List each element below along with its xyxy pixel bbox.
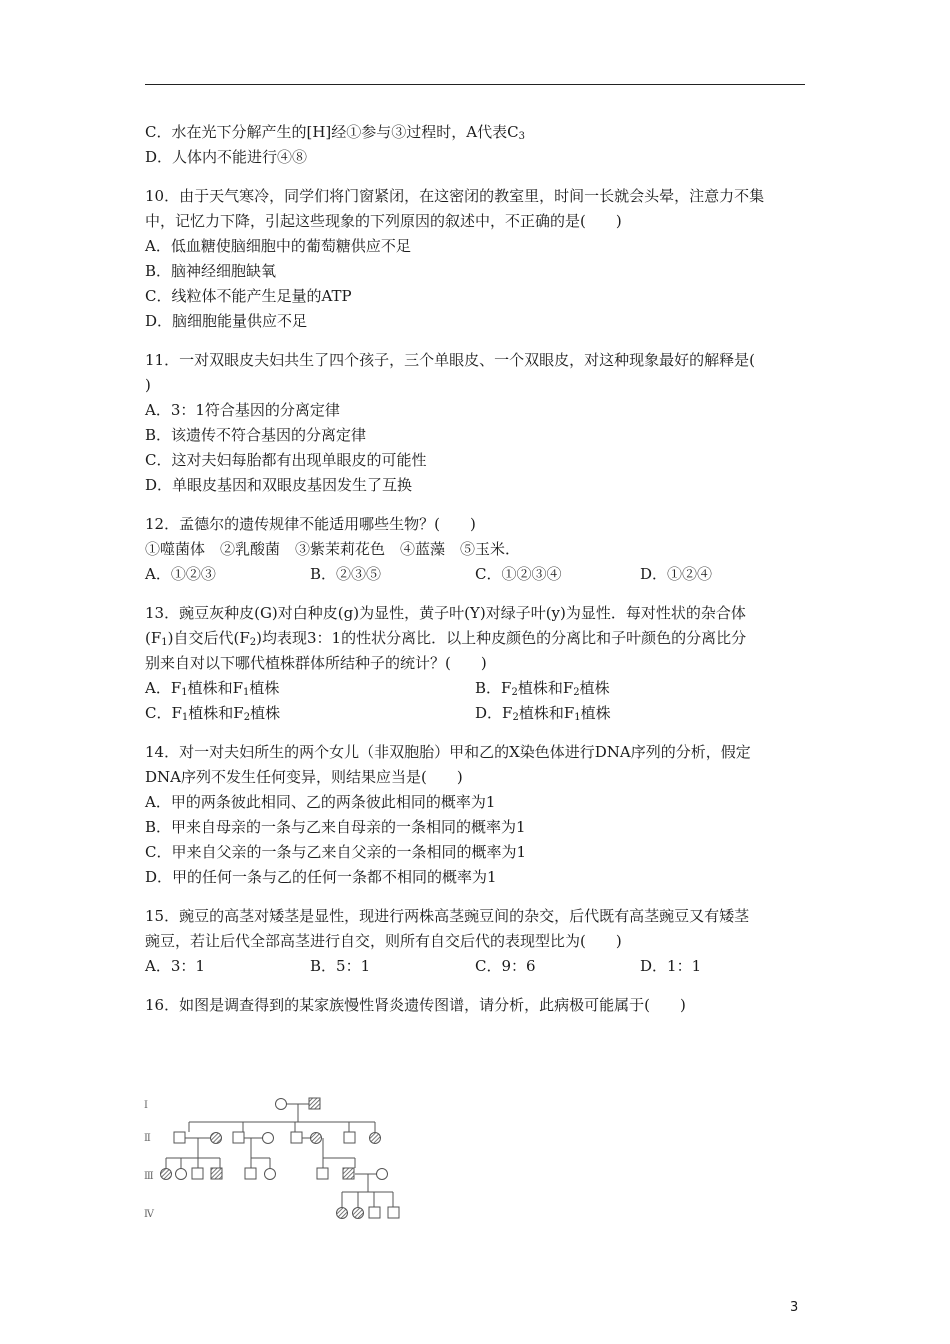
option-a: A．低血糖使脑细胞中的葡萄糖供应不足: [145, 237, 411, 255]
pedigree-male-affected: [309, 1098, 320, 1109]
option-a: A．3：1符合基因的分离定律: [145, 401, 340, 419]
pedigree-female-affected: [161, 1169, 172, 1180]
pedigree-female-normal: [263, 1133, 274, 1144]
option-d: D．甲的任何一条与乙的任何一条都不相同的概率为1: [145, 868, 497, 886]
pedigree-female-normal: [377, 1169, 388, 1180]
question-stem: 豌豆，若让后代全部高茎进行自交，则所有自交后代的表现型比为( ): [145, 932, 622, 950]
option-d: D．脑细胞能量供应不足: [145, 312, 308, 330]
pedigree-male-affected: [211, 1168, 222, 1179]
option-d: D．$F_2$植株和$F_1$植株: [475, 704, 611, 723]
option-c: C．这对夫妇每胎都有出现单眼皮的可能性: [145, 451, 427, 469]
question-stem: 16．如图是调查得到的某家族慢性肾炎遗传图谱，请分析，此病极可能属于( ): [145, 996, 686, 1014]
pedigree-male-normal: [174, 1132, 185, 1143]
option-d: D．1：1: [640, 957, 702, 975]
question-12: [145, 512, 810, 587]
pedigree-male-normal: [192, 1168, 203, 1179]
option-b: B．该遗传不符合基因的分离定律: [145, 426, 367, 444]
exam-page: [145, 120, 810, 1018]
question-stem: 中，记忆力下降，引起这些现象的下列原因的叙述中，不正确的是( ): [145, 212, 622, 230]
pedigree-female-affected: [370, 1133, 381, 1144]
option-d: D．人体内不能进行④⑧: [145, 148, 308, 166]
pedigree-female-normal: [176, 1169, 187, 1180]
page-number: 3: [790, 1300, 799, 1315]
pedigree-diagram: [140, 1092, 410, 1227]
option-a: A．①②③: [145, 565, 216, 583]
option-b: B．②③⑤: [310, 565, 382, 583]
option-a: A．$F_1$植株和$F_1$植株: [145, 679, 280, 698]
pedigree-male-normal: [291, 1132, 302, 1143]
pedigree-female-affected: [353, 1208, 364, 1219]
question-stem: 12．孟德尔的遗传规律不能适用哪些生物？( ): [145, 515, 476, 533]
pedigree-female-affected: [211, 1133, 222, 1144]
pedigree-male-affected: [343, 1168, 354, 1179]
option-a: A．甲的两条彼此相同、乙的两条彼此相同的概率为1: [145, 793, 496, 811]
option-b: B．脑神经细胞缺氧: [145, 262, 277, 280]
question-stem: 13．豌豆灰种皮(G)对白种皮(g)为显性，黄子叶(Y)对绿子叶(y)为显性．每对性状的杂合体: [145, 604, 746, 622]
pedigree-male-normal: [344, 1132, 355, 1143]
option-c: C．$F_1$植株和$F_2$植株: [145, 704, 281, 723]
question-stem: 15．豌豆的高茎对矮茎是显性，现进行两株高茎豌豆间的杂交，后代既有高茎豌豆又有矮茎: [145, 907, 750, 925]
question-stem: 14．对一对夫妇所生的两个女儿（非双胞胎）甲和乙的X染色体进行DNA序列的分析，假定: [145, 743, 751, 761]
pedigree-male-normal: [245, 1168, 256, 1179]
question-stem: DNA序列不发生任何变异，则结果应当是( ): [145, 768, 463, 786]
pedigree-female-normal: [276, 1099, 287, 1110]
question-stem: 11．一对双眼皮夫妇共生了四个孩子，三个单眼皮、一个双眼皮，对这种现象最好的解释是(: [145, 351, 755, 369]
pedigree-female-affected: [337, 1208, 348, 1219]
organism-list: ①噬菌体 ②乳酸菌 ③紫茉莉花色 ④蓝藻 ⑤玉米．: [145, 540, 521, 558]
option-a: A．3：1: [145, 957, 205, 975]
options-row: [145, 676, 810, 701]
option-d: D．①②④: [640, 565, 713, 583]
option-c: C．①②③④: [475, 565, 562, 583]
option-b: B．甲来自母亲的一条与乙来自母亲的一条相同的概率为1: [145, 818, 526, 836]
pedigree-male-normal: [388, 1207, 399, 1218]
option-d: D．单眼皮基因和双眼皮基因发生了互换: [145, 476, 413, 494]
option-c: C．线粒体不能产生足量的ATP: [145, 287, 352, 305]
options-row: [145, 562, 810, 587]
generation-label-3: Ⅲ: [144, 1171, 154, 1182]
options-row: [145, 954, 810, 979]
option-c: C．9：6: [475, 957, 536, 975]
question-14: [145, 740, 810, 890]
question-15: [145, 904, 810, 979]
option-b: B．$F_2$植株和$F_2$植株: [475, 679, 610, 698]
question-stem: $(F_1)$自交后代$(F_2)$均表现3：1的性状分离比．以上种皮颜色的分离比和子叶颜色的分离比分: [145, 629, 747, 648]
pedigree-female-affected: [311, 1133, 322, 1144]
question-stem: ): [145, 376, 151, 394]
question-9-continued: [145, 120, 810, 170]
option-b: B．5：1: [310, 957, 371, 975]
generation-label-4: Ⅳ: [144, 1209, 154, 1220]
options-row: [145, 701, 810, 726]
generation-label-2: Ⅱ: [144, 1133, 151, 1144]
pedigree-male-normal: [233, 1132, 244, 1143]
pedigree-male-normal: [369, 1207, 380, 1218]
question-stem: 别来自对以下哪代植株群体所结种子的统计？( ): [145, 654, 487, 672]
question-13: [145, 601, 810, 726]
pedigree-female-normal: [265, 1169, 276, 1180]
question-11: [145, 348, 810, 498]
question-stem: 10．由于天气寒冷，同学们将门窗紧闭，在这密闭的教室里，时间一长就会头晕，注意力不集: [145, 187, 765, 205]
question-16: [145, 993, 810, 1018]
header-rule: [145, 84, 805, 85]
option-c: C．水在光下分解产生的[H]经①参与③过程时，A代表$C_3$: [145, 123, 525, 142]
pedigree-male-normal: [317, 1168, 328, 1179]
generation-label-1: Ⅰ: [144, 1100, 148, 1111]
option-c: C．甲来自父亲的一条与乙来自父亲的一条相同的概率为1: [145, 843, 527, 861]
question-10: [145, 184, 810, 334]
